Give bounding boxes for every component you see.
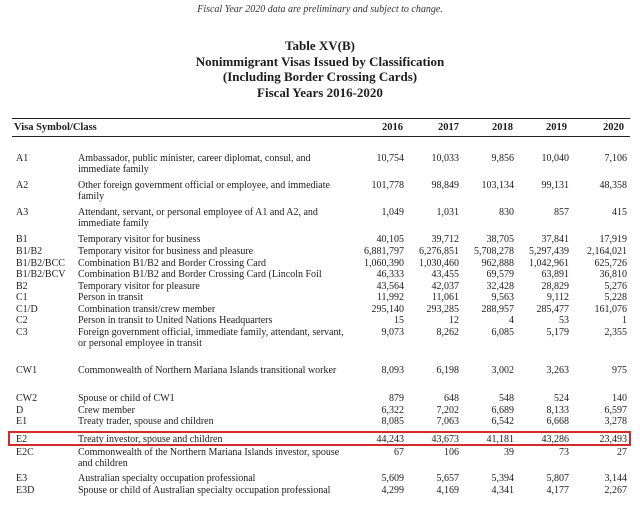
row-value: 3,263 <box>546 365 569 376</box>
row-value: 6,085 <box>491 327 514 338</box>
row-value: 44,243 <box>376 434 404 445</box>
header-year-2020: 2020 <box>603 122 624 133</box>
row-description: Temporary visitor for business <box>78 234 201 245</box>
row-value: 48,358 <box>599 180 627 191</box>
row-value: 8,085 <box>381 416 404 427</box>
row-value: 4,169 <box>436 485 459 496</box>
row-symbol: B1/B2 <box>16 246 43 257</box>
preliminary-note: Fiscal Year 2020 data are preliminary and subject to change. <box>197 4 443 15</box>
row-value: 43,286 <box>541 434 569 445</box>
row-value: 625,726 <box>594 258 627 269</box>
row-value: 6,322 <box>381 405 404 416</box>
row-value: 7,063 <box>436 416 459 427</box>
row-symbol: CW1 <box>16 365 38 376</box>
row-value: 5,657 <box>436 473 459 484</box>
row-value: 5,276 <box>604 281 627 292</box>
row-symbol: B1/B2/BCC <box>16 258 65 269</box>
title-line-2: Nonimmigrant Visas Issued by Classification <box>195 53 445 69</box>
row-description: Person in transit <box>78 292 143 303</box>
row-value: 37,841 <box>541 234 569 245</box>
row-value: 11,061 <box>431 292 459 303</box>
row-description: Person in transit to United Nations Headquarters <box>78 315 273 326</box>
row-value: 830 <box>499 207 514 218</box>
row-value: 7,106 <box>604 153 627 164</box>
row-value: 5,228 <box>604 292 627 303</box>
row-value: 32,428 <box>486 281 514 292</box>
row-description: Ambassador, public minister, career diplomat, consul, and immediate family <box>78 153 311 175</box>
row-value: 3,002 <box>491 365 514 376</box>
row-value: 2,267 <box>604 485 627 496</box>
row-description: Treaty investor, spouse and children <box>78 434 223 445</box>
row-value: 140 <box>612 393 627 404</box>
title-line-4: Fiscal Years 2016-2020 <box>257 84 383 100</box>
row-symbol: A3 <box>16 207 29 218</box>
row-value: 8,133 <box>546 405 569 416</box>
row-value: 99,131 <box>541 180 569 191</box>
row-description: Treaty trader, spouse and children <box>78 416 214 427</box>
row-value: 40,105 <box>376 234 404 245</box>
top-rule <box>12 118 630 119</box>
row-symbol: D <box>16 405 24 416</box>
table-title <box>0 38 640 100</box>
row-symbol: B1/B2/BCV <box>16 269 66 280</box>
row-value: 295,140 <box>371 304 404 315</box>
row-value: 857 <box>554 207 569 218</box>
row-symbol: B1 <box>16 234 28 245</box>
row-value: 106 <box>444 447 459 458</box>
row-value: 648 <box>444 393 459 404</box>
row-value: 1,042,961 <box>529 258 569 269</box>
row-value: 6,668 <box>546 416 569 427</box>
row-value: 43,455 <box>431 269 459 280</box>
header-year-2017: 2017 <box>438 122 459 133</box>
header-symbol: Visa Symbol/Class <box>14 122 97 133</box>
row-value: 9,856 <box>491 153 514 164</box>
row-value: 5,179 <box>546 327 569 338</box>
header-year-2018: 2018 <box>492 122 513 133</box>
row-symbol: C1 <box>16 292 28 303</box>
row-value: 2,164,021 <box>587 246 627 257</box>
row-description: Other foreign government official or employee, and immediate family <box>78 180 330 202</box>
row-symbol: A2 <box>16 180 29 191</box>
row-value: 1,060,390 <box>364 258 404 269</box>
row-value: 10,033 <box>431 153 459 164</box>
row-description: Commonwealth of the Northern Mariana Islands investor, spouse and children <box>78 447 340 469</box>
row-value: 4 <box>509 315 514 326</box>
row-description: Combination transit/crew member <box>78 304 216 315</box>
row-value: 1,031 <box>436 207 459 218</box>
row-value: 548 <box>499 393 514 404</box>
row-symbol: C2 <box>16 315 28 326</box>
title-line-3: (Including Border Crossing Cards) <box>222 69 418 84</box>
row-value: 4,177 <box>546 485 569 496</box>
row-value: 6,276,851 <box>419 246 459 257</box>
header-year-2016: 2016 <box>382 122 403 133</box>
row-value: 5,609 <box>381 473 404 484</box>
row-value: 3,144 <box>604 473 627 484</box>
row-value: 17,919 <box>599 234 627 245</box>
row-value: 524 <box>554 393 569 404</box>
row-value: 879 <box>389 393 404 404</box>
row-symbol: E1 <box>16 416 28 427</box>
row-value: 53 <box>559 315 569 326</box>
title-line-1: Table XV(B) <box>285 38 355 53</box>
row-value: 73 <box>559 447 569 458</box>
row-value: 10,754 <box>376 153 404 164</box>
row-value: 28,829 <box>541 281 569 292</box>
row-value: 415 <box>612 207 627 218</box>
row-symbol: C1/D <box>16 304 38 315</box>
row-description: Combination B1/B2 and Border Crossing Card <box>78 258 267 269</box>
header-rule <box>12 136 630 137</box>
row-value: 161,076 <box>594 304 627 315</box>
row-symbol: E3 <box>16 473 28 484</box>
row-value: 27 <box>617 447 627 458</box>
row-symbol: E2 <box>16 434 28 445</box>
row-value: 46,333 <box>376 269 404 280</box>
row-symbol: E3D <box>16 485 35 496</box>
row-value: 288,957 <box>481 304 514 315</box>
row-value: 6,689 <box>491 405 514 416</box>
row-description: Commonwealth of Northern Mariana Islands transitional worker <box>78 365 337 376</box>
row-value: 69,579 <box>486 269 514 280</box>
row-symbol: CW2 <box>16 393 38 404</box>
row-value: 5,708,278 <box>474 246 514 257</box>
row-value: 36,810 <box>599 269 627 280</box>
row-value: 6,597 <box>604 405 627 416</box>
row-description: Attendant, servant, or personal employee of A1 and A2, and immediate family <box>78 207 318 229</box>
row-value: 63,891 <box>541 269 569 280</box>
row-symbol: C3 <box>16 327 28 338</box>
row-description: Spouse or child of CW1 <box>78 393 175 404</box>
row-value: 8,093 <box>381 365 404 376</box>
row-value: 7,202 <box>436 405 459 416</box>
row-value: 101,778 <box>371 180 404 191</box>
header-year-2019: 2019 <box>546 122 567 133</box>
row-value: 5,394 <box>491 473 514 484</box>
row-value: 3,278 <box>604 416 627 427</box>
row-description: Foreign government official, immediate family, attendant, servant, or personal employee in transit <box>78 327 344 349</box>
row-symbol: E2C <box>16 447 34 458</box>
row-value: 6,198 <box>436 365 459 376</box>
row-value: 23,493 <box>599 434 627 445</box>
row-value: 6,881,797 <box>364 246 404 257</box>
row-description: Crew member <box>78 405 135 416</box>
row-value: 4,299 <box>381 485 404 496</box>
row-value: 9,112 <box>546 292 569 303</box>
row-value: 15 <box>394 315 404 326</box>
row-value: 43,673 <box>431 434 459 445</box>
row-symbol: B2 <box>16 281 28 292</box>
row-value: 103,134 <box>481 180 514 191</box>
row-description: Temporary visitor for pleasure <box>78 281 200 292</box>
row-value: 293,285 <box>426 304 459 315</box>
row-value: 42,037 <box>431 281 459 292</box>
row-value: 43,564 <box>376 281 404 292</box>
row-description: Australian specialty occupation professional <box>78 473 256 484</box>
row-value: 5,807 <box>546 473 569 484</box>
row-value: 975 <box>612 365 627 376</box>
row-symbol: A1 <box>16 153 29 164</box>
row-value: 5,297,439 <box>529 246 569 257</box>
row-value: 11,992 <box>376 292 404 303</box>
row-value: 6,542 <box>491 416 514 427</box>
row-description: Spouse or child of Australian specialty occupation professional <box>78 485 331 496</box>
row-value: 98,849 <box>431 180 459 191</box>
row-value: 41,181 <box>486 434 514 445</box>
row-value: 4,341 <box>491 485 514 496</box>
row-value: 1,030,460 <box>419 258 459 269</box>
row-value: 39 <box>504 447 514 458</box>
row-value: 38,705 <box>486 234 514 245</box>
row-description: Temporary visitor for business and pleasure <box>78 246 254 257</box>
row-value: 1,049 <box>381 207 404 218</box>
row-value: 39,712 <box>431 234 459 245</box>
row-value: 285,477 <box>536 304 569 315</box>
row-value: 2,355 <box>604 327 627 338</box>
highlight-box-e2 <box>8 431 631 446</box>
row-value: 10,040 <box>541 153 569 164</box>
row-value: 12 <box>449 315 459 326</box>
row-value: 67 <box>394 447 404 458</box>
row-value: 9,563 <box>491 292 514 303</box>
row-value: 9,073 <box>381 327 404 338</box>
row-value: 962,888 <box>481 258 514 269</box>
row-value: 1 <box>622 315 627 326</box>
row-description: Combination B1/B2 and Border Crossing Card (Lincoln Foil <box>78 269 322 280</box>
row-value: 8,262 <box>436 327 459 338</box>
